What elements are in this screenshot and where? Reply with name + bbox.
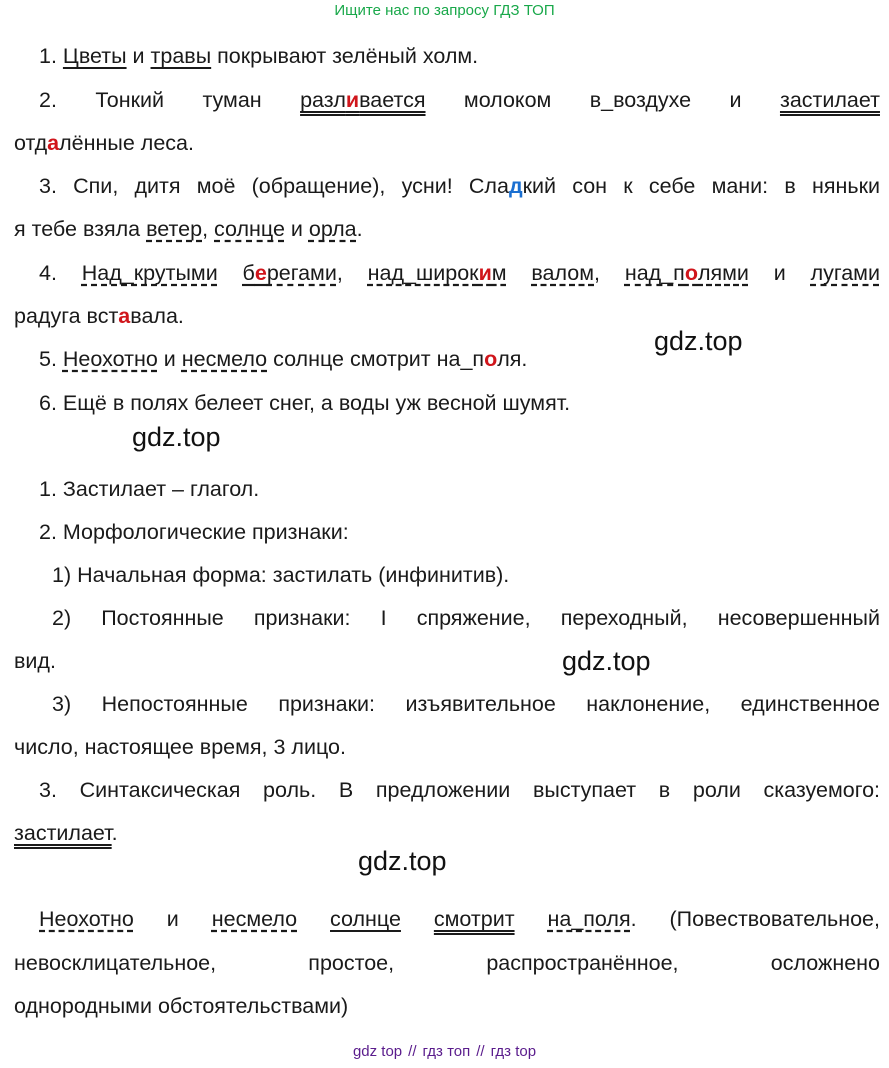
watermark: gdz.top [654,326,743,356]
watermark: gdz.top [358,846,447,876]
sentence-2-line-1 [14,79,880,122]
sentence-5: 5. Неохотно и несмело солнце смотрит на_поля. [39,347,528,371]
s4-highlight-i: и [478,261,492,285]
s4-highlight-o: о [684,261,698,285]
s5-adv-2: несмело [181,347,268,371]
s3-object-1: ветер [146,217,203,241]
sentence-3-line-2: я тебе взяла ветер, солнце и орла. [14,217,363,241]
s5-highlight-o: о [484,347,498,371]
sentence-4-line-2: радуга вставала. [14,304,184,328]
analysis-6-line-2: застилает. [14,821,118,845]
parse-line-1: Неохотно и несмело солнце смотрит на_поля. (Повествовательное, [39,907,880,931]
watermark: gdz.top [562,646,651,676]
sentence-2-line-2: отдалённые леса. [14,131,194,155]
parse-predicate: смотрит [433,907,515,931]
analysis-4-line-2: вид. [14,649,56,673]
s1-subject-1: Цветы [62,44,127,68]
sentence-4-line-1: 4. Над_крутыми берегами, над_широким валом, над_полями и лугами [39,261,880,285]
s2-highlight-i: и [345,88,360,112]
footer-link-2[interactable]: гдз топ [422,1043,471,1060]
s4-adv-3: над_широким [367,261,507,285]
s4-highlight-a: а [118,304,131,328]
analysis-5-line-1: 3) Непостоянные признаки: изъявительное наклонение, единственное [52,692,880,716]
parse-subject: солнце [330,907,401,931]
analysis-predicate: застилает [14,821,112,845]
s3-object-3: орла [308,217,357,241]
s4-adv-2: берегами [242,261,337,285]
sentence-3-line-1: 3. Спи, дитя моё (обращение), усни! Сладкий сон к себе мани: в няньки [39,174,880,198]
footer-sep: // [408,1043,417,1060]
footer-link-3[interactable]: гдз top [490,1043,537,1060]
s2-start: 2. Тонкий туман [39,88,301,112]
analysis-2: 2. Морфологические признаки: [39,520,349,544]
s1-subject-2: травы [150,44,212,68]
s4-adv-1: Над_крутыми [81,261,218,285]
footer-link-1[interactable]: gdz top [352,1043,403,1060]
parse-line-2: невосклицательное, простое, распространённое, осложнено [14,951,880,975]
s1-num: 1. [39,44,57,68]
sentence-6: 6. Ещё в полях белеет снег, а воды уж весной шумят. [39,391,571,415]
parse-circumstance: на_поля [547,907,631,931]
sentence-1 [14,35,880,78]
parse-line-3: однородными обстоятельствами) [14,994,349,1018]
s2-mid: молоком в_воздухе и [425,88,780,112]
watermark: gdz.top [132,422,221,452]
s2-predicate-2: застилает [779,88,880,112]
analysis-3: 1) Начальная форма: застилать (инфинитив). [52,563,510,587]
footer-sep: // [476,1043,485,1060]
s4-adv-4: валом [531,261,595,285]
s1-and: и [126,44,151,68]
parse-adv-2: несмело [211,907,298,931]
s3-highlight-d: д [508,174,523,198]
header-banner[interactable]: Ищите нас по запросу ГДЗ ТОП [334,2,555,19]
analysis-5-line-2: число, настоящее время, 3 лицо. [14,735,346,759]
analysis-4-line-1: 2) Постоянные признаки: I спряжение, переходный, несовершенный [52,606,880,630]
s4-highlight-e: е [254,261,267,285]
analysis-1: 1. Застилает – глагол. [39,477,260,501]
s1-rest: покрывают зелёный холм. [211,44,479,68]
s4-adv-6: лугами [810,261,880,285]
s5-adv-1: Неохотно [62,347,158,371]
footer-links [0,1043,889,1060]
parse-adv-1: Неохотно [39,907,134,931]
s3-object-2: солнце [214,217,285,241]
analysis-6-line-1: 3. Синтаксическая роль. В предложении выступает в роли сказуемого: [39,778,880,802]
s2-predicate-1: разливается [300,88,426,112]
s2-highlight-a: а [47,131,60,155]
s4-adv-5: над_полями [624,261,749,285]
